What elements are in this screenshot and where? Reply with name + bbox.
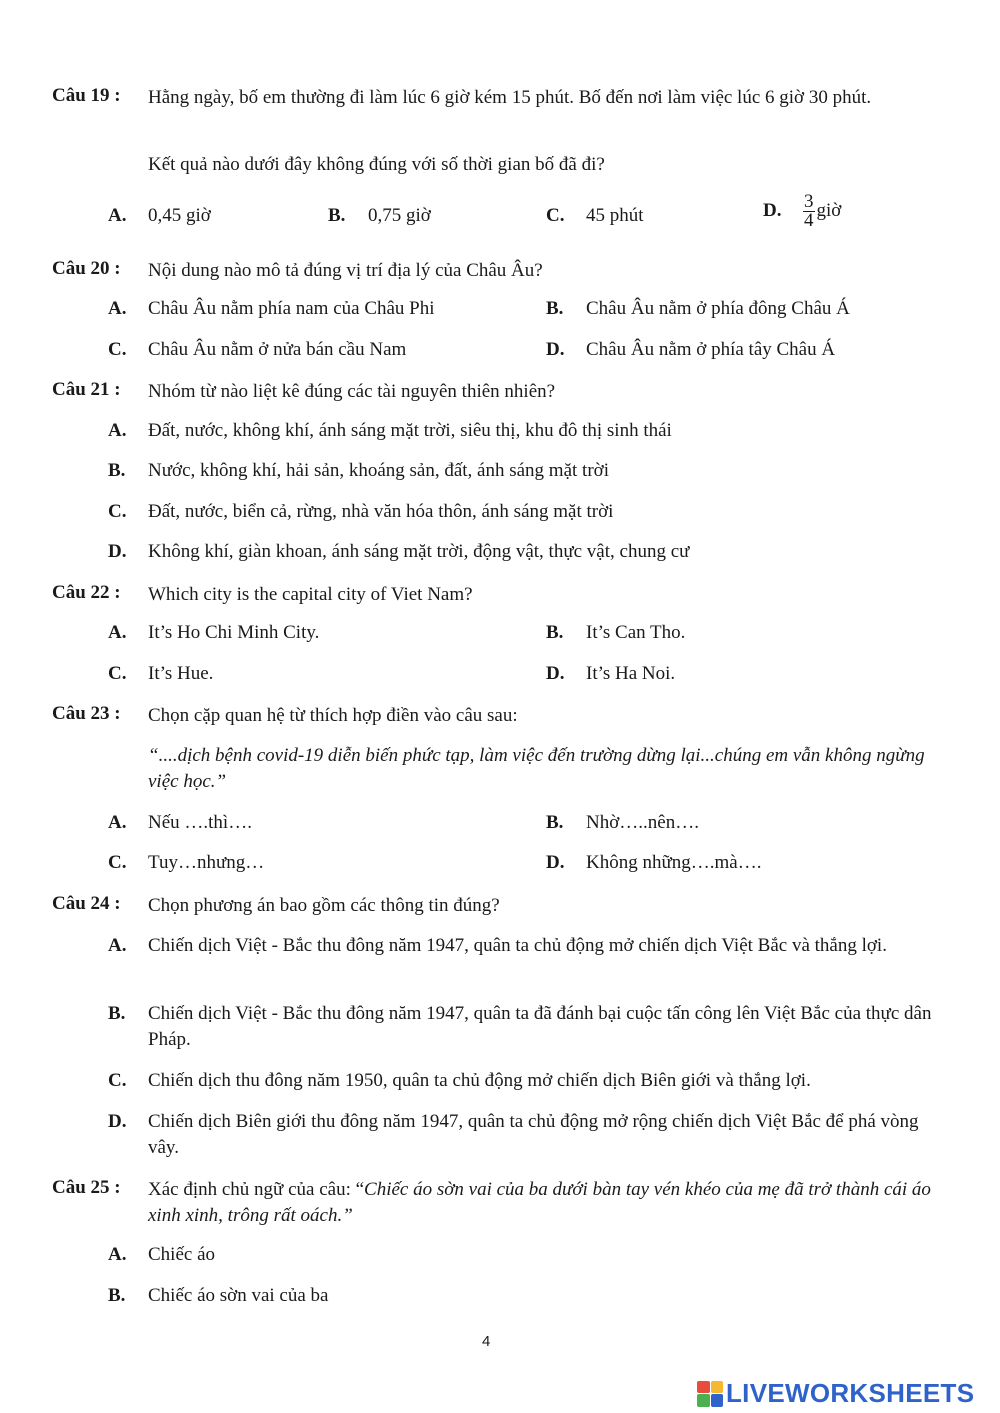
option-24-d[interactable] (108, 1109, 953, 1161)
option-letter: B. (546, 298, 564, 319)
option-letter: A. (108, 205, 127, 226)
fraction (803, 193, 815, 230)
option-text: Chiến dịch Việt - Bắc thu đông năm 1947, quân ta đã đánh bại cuộc tấn công lên Việt Bắc của thực dân Pháp. (148, 1003, 932, 1050)
question-text: Nội dung nào mô tả đúng vị trí địa lý của Châu Âu? (148, 260, 543, 281)
question-text-prefix: Xác định chủ ngữ của câu: “ (148, 1179, 365, 1200)
liveworksheets-logo-icon (697, 1381, 723, 1407)
option-letter: A. (108, 935, 127, 956)
option-24-b[interactable] (108, 1001, 953, 1053)
option-25-a[interactable] (108, 1244, 215, 1266)
option-19-d[interactable] (763, 193, 841, 230)
question-label: Câu 21 : (52, 379, 121, 400)
option-text: Châu Âu nằm ở phía đông Châu Á (586, 298, 850, 319)
option-letter: C. (108, 501, 127, 522)
option-letter: D. (546, 852, 565, 873)
option-letter: D. (108, 1111, 127, 1132)
option-text: Chiếc áo (148, 1244, 216, 1265)
question-label: Câu 19 : (52, 85, 121, 106)
option-text: Châu Âu nằm ở phía tây Châu Á (586, 339, 836, 360)
option-21-a[interactable] (108, 420, 672, 442)
question-text: Chọn phương án bao gồm các thông tin đúng? (148, 895, 500, 916)
option-19-c[interactable] (546, 205, 644, 227)
option-letter: C. (108, 852, 127, 873)
option-letter: D. (763, 199, 782, 221)
option-letter: C. (108, 1070, 127, 1091)
option-text: Chiếc áo sờn vai của ba (148, 1285, 329, 1306)
option-text: Chiến dịch Biên giới thu đông năm 1947, quân ta chủ động mở rộng chiến dịch Việt Bắc để phá vòng vây. (148, 1111, 919, 1158)
option-text: It’s Can Tho. (586, 622, 686, 643)
option-text: Không khí, giàn khoan, ánh sáng mặt trời, động vật, thực vật, chung cư (148, 541, 690, 562)
question-text: Which city is the capital city of Viet Nam? (148, 584, 473, 605)
question-text: Chọn cặp quan hệ từ thích hợp điền vào câu sau: (148, 705, 518, 726)
option-letter: D. (546, 339, 565, 360)
option-20-d[interactable] (546, 339, 835, 361)
logo-cell (711, 1381, 724, 1394)
option-19-b[interactable] (328, 205, 431, 227)
logo-cell (711, 1394, 724, 1407)
option-text: Tuy…nhưng… (148, 852, 265, 873)
option-22-c[interactable] (108, 663, 213, 685)
option-letter: D. (546, 663, 565, 684)
option-21-b[interactable] (108, 460, 609, 482)
option-21-d[interactable] (108, 541, 689, 563)
option-text: giờ (816, 199, 842, 221)
question-23-quote: “....dịch bệnh covid-19 diễn biến phức tạp, làm việc đến trường dừng lại...chúng em vẫn không ngừng việc học.” (148, 745, 925, 792)
question-label: Câu 24 : (52, 893, 121, 914)
option-text: 45 phút (586, 205, 644, 226)
option-text: Nước, không khí, hải sản, khoáng sản, đất, ánh sáng mặt trời (148, 460, 609, 481)
option-text: It’s Hue. (148, 663, 214, 684)
question-label: Câu 22 : (52, 582, 121, 603)
fraction-numerator: 3 (804, 191, 814, 212)
question-text-quote: Chiếc áo sờn vai của ba dưới bàn tay vén khéo của mẹ đã trở thành cái áo xinh xinh, trông rất oách.” (148, 1179, 931, 1226)
option-letter: B. (108, 460, 126, 481)
question-label: Câu 25 : (52, 1177, 121, 1198)
option-23-a[interactable] (108, 812, 252, 834)
option-text: Châu Âu nằm phía nam của Châu Phi (148, 298, 435, 319)
option-20-a[interactable] (108, 298, 435, 320)
option-24-a[interactable] (108, 933, 953, 959)
option-20-b[interactable] (546, 298, 850, 320)
option-letter: A. (108, 622, 127, 643)
option-letter: C. (546, 205, 565, 226)
option-letter: B. (546, 622, 564, 643)
option-23-b[interactable] (546, 812, 699, 834)
question-label: Câu 20 : (52, 258, 121, 279)
option-letter: C. (108, 663, 127, 684)
option-letter: A. (108, 298, 127, 319)
option-text: Châu Âu nằm ở nửa bán cầu Nam (148, 339, 407, 360)
option-25-b[interactable] (108, 1285, 328, 1307)
option-text: 0,75 giờ (368, 205, 431, 226)
option-text: It’s Ho Chi Minh City. (148, 622, 320, 643)
option-text: Đất, nước, biển cả, rừng, nhà văn hóa thôn, ánh sáng mặt trời (148, 501, 614, 522)
logo-cell (697, 1394, 710, 1407)
question-19-subtext: Kết quả nào dưới đây không đúng với số thời gian bố đã đi? (148, 154, 605, 175)
option-20-c[interactable] (108, 339, 406, 361)
brand-text: LIVEWORKSHEETS (726, 1378, 975, 1408)
option-letter: A. (108, 420, 127, 441)
question-text: Nhóm từ nào liệt kê đúng các tài nguyên thiên nhiên? (148, 381, 556, 402)
option-text: Chiến dịch thu đông năm 1950, quân ta chủ động mở chiến dịch Biên giới và thắng lợi. (148, 1070, 811, 1091)
option-letter: B. (108, 1003, 126, 1024)
question-text: Hằng ngày, bố em thường đi làm lúc 6 giờ kém 15 phút. Bố đến nơi làm việc lúc 6 giờ 30 phút. (148, 87, 872, 108)
option-text: Chiến dịch Việt - Bắc thu đông năm 1947, quân ta chủ động mở chiến dịch Việt Bắc và thắng lợi. (148, 935, 887, 956)
option-22-a[interactable] (108, 622, 319, 644)
page-number: 4 (482, 1333, 491, 1350)
fraction-denominator: 4 (804, 210, 814, 231)
option-letter: A. (108, 812, 127, 833)
option-23-c[interactable] (108, 852, 264, 874)
option-19-a[interactable] (108, 205, 211, 227)
option-text: Nhờ…..nên…. (586, 812, 699, 833)
option-letter: A. (108, 1244, 127, 1265)
option-21-c[interactable] (108, 501, 613, 523)
logo-cell (697, 1381, 710, 1394)
option-letter: D. (108, 541, 127, 562)
option-letter: B. (108, 1285, 126, 1306)
option-letter: B. (546, 812, 564, 833)
option-text: Đất, nước, không khí, ánh sáng mặt trời, siêu thị, khu đô thị sinh thái (148, 420, 672, 441)
option-text: Không những….mà…. (586, 852, 762, 873)
option-24-c[interactable] (108, 1068, 953, 1094)
option-text: 0,45 giờ (148, 205, 211, 226)
option-letter: C. (108, 339, 127, 360)
question-label: Câu 23 : (52, 703, 121, 724)
option-22-d[interactable] (546, 663, 675, 685)
option-22-b[interactable] (546, 622, 685, 644)
question-text (148, 1177, 948, 1229)
option-text: It’s Ha Noi. (586, 663, 676, 684)
option-letter: B. (328, 205, 346, 226)
liveworksheets-brand[interactable] (697, 1378, 974, 1409)
option-23-d[interactable] (546, 852, 761, 874)
option-text: Nếu ….thì…. (148, 812, 252, 833)
